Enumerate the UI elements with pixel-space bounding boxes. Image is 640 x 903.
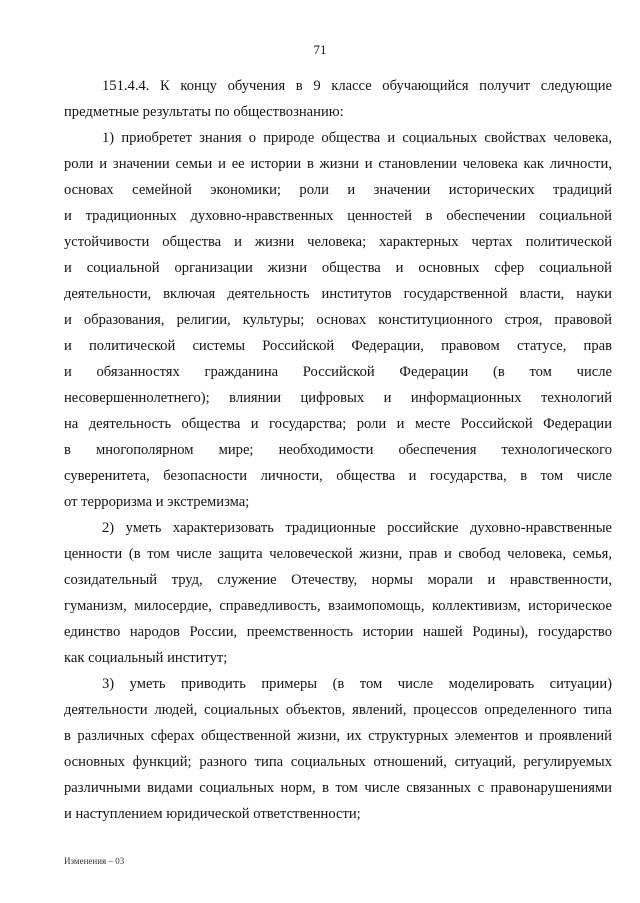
text-line: основных функций; разного типа социальных отношений, ситуаций, регулируемых <box>64 754 612 770</box>
text-line: суверенитета, безопасности личности, общества и государства, в том числе <box>64 468 612 484</box>
text-line: и политической системы Российской Федерации, правовом статусе, прав <box>64 338 612 354</box>
text-line: как социальный институт; <box>64 650 228 666</box>
text-line: созидательный труд, служение Отечеству, нормы морали и нравственности, <box>64 572 612 588</box>
text-line: 1) приобретет знания о природе общества и социальных свойствах человека, <box>102 130 612 146</box>
text-line: ценности (в том числе защита человеческой жизни, прав и свобод человека, семья, <box>64 546 612 562</box>
text-line: 151.4.4. К концу обучения в 9 классе обучающийся получит следующие <box>102 78 612 94</box>
text-line: устойчивости общества и жизни человека; характерных чертах политической <box>64 234 612 250</box>
document-body <box>64 73 612 827</box>
text-line: деятельности, включая деятельность институтов государственной власти, науки <box>64 286 612 302</box>
text-line: и социальной организации жизни общества и основных сфер социальной <box>64 260 612 276</box>
text-line: и традиционных духовно-нравственных ценностей в обеспечении социальной <box>64 208 612 224</box>
text-line: и обязанностях гражданина Российской Федерации (в том числе <box>64 364 612 380</box>
text-line: в многополярном мире; необходимости обеспечения технологического <box>64 442 612 458</box>
page-number: 71 <box>313 42 327 57</box>
text-line: и образования, религии, культуры; основах конституционного строя, правовой <box>64 312 612 328</box>
text-line: деятельности людей, социальных объектов, явлений, процессов определенного типа <box>64 702 612 718</box>
text-line: различными видами социальных норм, в том числе связанных с правонарушениями <box>64 780 612 796</box>
text-line: 2) уметь характеризовать традиционные российские духовно-нравственные <box>102 520 612 536</box>
text-line: на деятельность общества и государства; роли и месте Российской Федерации <box>64 416 612 432</box>
text-line: несовершеннолетнего); влиянии цифровых и информационных технологий <box>64 390 612 406</box>
text-line: от терроризма и экстремизма; <box>64 494 250 510</box>
text-line: основах семейной экономики; роли и значении исторических традиций <box>64 182 612 198</box>
text-line: 3) уметь приводить примеры (в том числе моделировать ситуации) <box>102 676 612 692</box>
text-line: в различных сферах общественной жизни, их структурных элементов и проявлений <box>64 728 612 744</box>
text-line: единство народов России, преемственность истории нашей Родины), государство <box>64 624 612 640</box>
text-line: и наступлением юридической ответственности; <box>64 806 361 822</box>
text-line: предметные результаты по обществознанию: <box>64 104 344 120</box>
text-line: роли и значении семьи и ее истории в жизни и становлении человека как личности, <box>64 156 612 172</box>
text-line: гуманизм, милосердие, справедливость, взаимопомощь, коллективизм, историческое <box>64 598 612 614</box>
footer-note: Изменения – 03 <box>64 856 125 866</box>
